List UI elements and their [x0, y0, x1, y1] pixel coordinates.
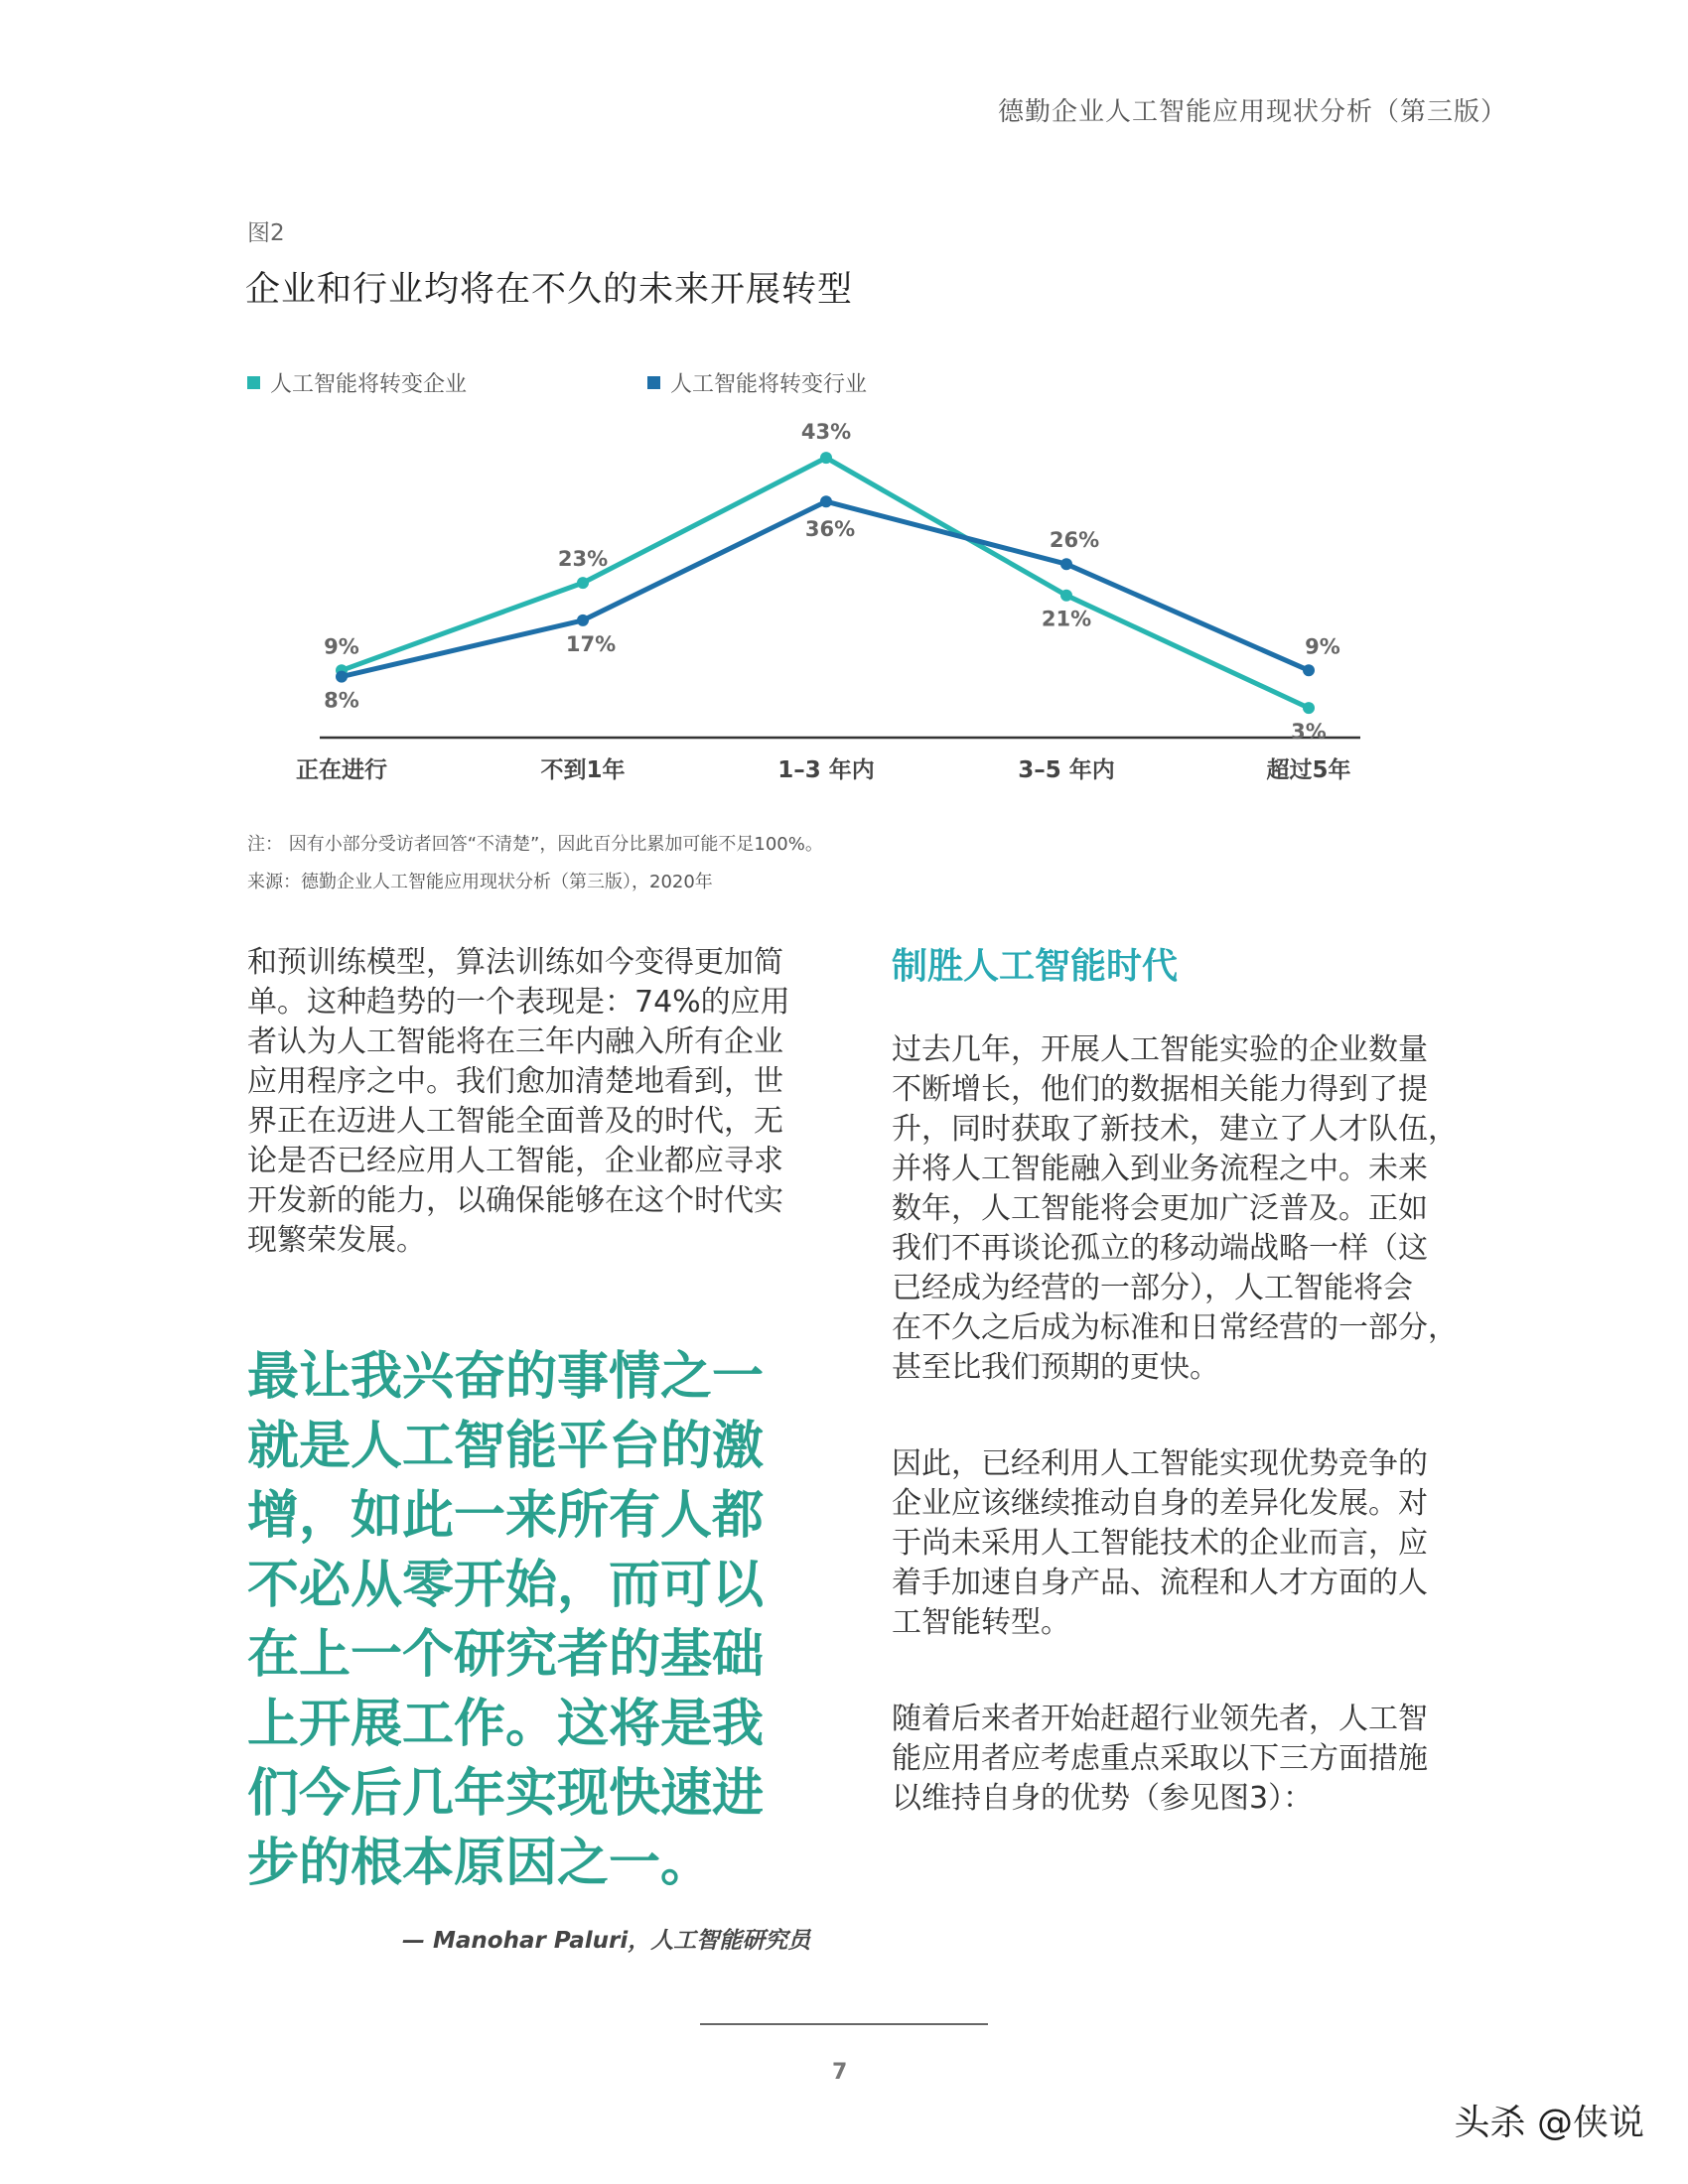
figure-source: 来源：德勤企业人工智能应用现状分析（第三版），2020年	[247, 872, 713, 892]
data-label-industry: 26%	[1049, 528, 1100, 553]
watermark: 头杀 @侠说	[1454, 2103, 1644, 2143]
data-label-enterprise: 21%	[1041, 607, 1092, 631]
right-paragraph-1-line: 过去几年，开展人工智能实验的企业数量	[892, 1032, 1428, 1067]
data-point-industry	[336, 671, 348, 683]
right-paragraph-2-line: 企业应该继续推动自身的差异化发展。对	[892, 1486, 1428, 1521]
x-tick-label: 3–5 年内	[1018, 757, 1115, 783]
left-column-line: 和预训练模型，算法训练如今变得更加简	[247, 945, 783, 980]
right-paragraph-3-line: 随着后来者开始赶超行业领先者，人工智	[892, 1702, 1428, 1736]
right-paragraph-1-line: 甚至比我们预期的更快。	[892, 1350, 1219, 1385]
quote-line: 在上一个研究者的基础	[247, 1625, 765, 1685]
data-point-enterprise	[1060, 590, 1072, 602]
left-column-line: 开发新的能力，以确保能够在这个时代实	[247, 1183, 783, 1218]
right-paragraph-1-line: 升，同时获取了新技术，建立了人才队伍，	[892, 1112, 1458, 1147]
right-paragraph-3-line: 以维持自身的优势（参见图3）：	[892, 1781, 1314, 1816]
data-label-industry: 17%	[565, 631, 617, 656]
right-paragraph-1	[892, 1030, 1458, 1388]
right-paragraph-3	[892, 1700, 1428, 1819]
data-point-industry	[577, 614, 589, 626]
data-point-industry	[1060, 558, 1072, 570]
right-paragraph-1-line: 数年，人工智能将会更加广泛普及。正如	[892, 1191, 1428, 1226]
series-line-enterprise	[342, 458, 1309, 708]
quote-line: 增，如此一来所有人都	[247, 1486, 765, 1546]
left-column-text	[247, 943, 790, 1261]
data-label-industry: 36%	[804, 517, 856, 542]
data-label-enterprise: 43%	[800, 420, 852, 445]
data-point-enterprise	[577, 577, 589, 589]
quote-line: 步的根本原因之一。	[247, 1834, 713, 1893]
right-paragraph-2-line: 因此，已经利用人工智能实现优势竞争的	[892, 1446, 1428, 1481]
left-column-line: 者认为人工智能将在三年内融入所有企业	[247, 1024, 783, 1059]
right-paragraph-3-line: 能应用者应考虑重点采取以下三方面措施	[892, 1741, 1428, 1776]
quote-line: 上开展工作。这将是我	[247, 1695, 765, 1754]
right-paragraph-1-line: 我们不再谈论孤立的移动端战略一样（这	[892, 1231, 1428, 1266]
left-column-line: 界正在迈进人工智能全面普及的时代，无	[247, 1104, 783, 1139]
left-column-line: 单。这种趋势的一个表现是：74%的应用	[247, 985, 790, 1020]
data-point-enterprise	[820, 452, 832, 464]
right-paragraph-2-line: 于尚未采用人工智能技术的企业而言，应	[892, 1526, 1428, 1561]
right-paragraph-1-line: 并将人工智能融入到业务流程之中。未来	[892, 1152, 1428, 1186]
data-point-industry	[820, 495, 832, 507]
figure-note: 注： 因有小部分受访者回答“不清楚”，因此百分比累加可能不足100%。	[247, 834, 823, 855]
x-tick-label: 正在进行	[296, 757, 387, 783]
left-column-line: 现繁荣发展。	[247, 1223, 426, 1258]
data-point-industry	[1303, 664, 1315, 676]
data-label-enterprise: 3%	[1291, 720, 1327, 745]
data-label-enterprise: 9%	[324, 634, 359, 659]
left-column-line: 论是否已经应用人工智能，企业都应寻求	[247, 1144, 783, 1178]
figure-title: 企业和行业均将在不久的未来开展转型	[245, 270, 854, 310]
data-label-enterprise: 23%	[557, 547, 609, 572]
line-chart	[0, 0, 1688, 814]
right-paragraph-2-line: 工智能转型。	[892, 1605, 1070, 1640]
pull-quote	[247, 1342, 764, 1898]
footer-divider	[700, 2023, 988, 2025]
legend-label-industry: 人工智能将转变行业	[670, 372, 868, 397]
right-paragraph-2	[892, 1444, 1428, 1643]
x-tick-label: 不到1年	[540, 757, 626, 783]
x-tick-label: 超过5年	[1266, 757, 1351, 783]
quote-line: 就是人工智能平台的激	[247, 1417, 765, 1476]
legend-label-enterprise: 人工智能将转变企业	[270, 372, 468, 397]
quote-attribution: — Manohar Paluri，人工智能研究员	[402, 1928, 811, 1954]
data-label-industry: 9%	[1305, 634, 1340, 659]
figure-label: 图2	[247, 220, 285, 246]
section-title: 制胜人工智能时代	[892, 946, 1179, 987]
right-paragraph-1-line: 在不久之后成为标准和日常经营的一部分，	[892, 1310, 1458, 1345]
quote-line: 们今后几年实现快速进	[247, 1764, 765, 1824]
x-tick-label: 1–3 年内	[777, 757, 875, 783]
right-paragraph-1-line: 已经成为经营的一部分），人工智能将会	[892, 1271, 1413, 1305]
left-column-line: 应用程序之中。我们愈加清楚地看到，世	[247, 1064, 783, 1099]
data-label-industry: 8%	[324, 688, 359, 713]
page-number: 7	[832, 2060, 848, 2085]
running-header: 德勤企业人工智能应用现状分析（第三版）	[997, 97, 1507, 127]
data-point-enterprise	[1303, 702, 1315, 714]
quote-line: 不必从零开始，而可以	[247, 1556, 765, 1615]
quote-line: 最让我兴奋的事情之一	[247, 1347, 765, 1407]
right-paragraph-2-line: 着手加速自身产品、流程和人才方面的人	[892, 1566, 1428, 1600]
right-paragraph-1-line: 不断增长，他们的数据相关能力得到了提	[892, 1072, 1428, 1107]
